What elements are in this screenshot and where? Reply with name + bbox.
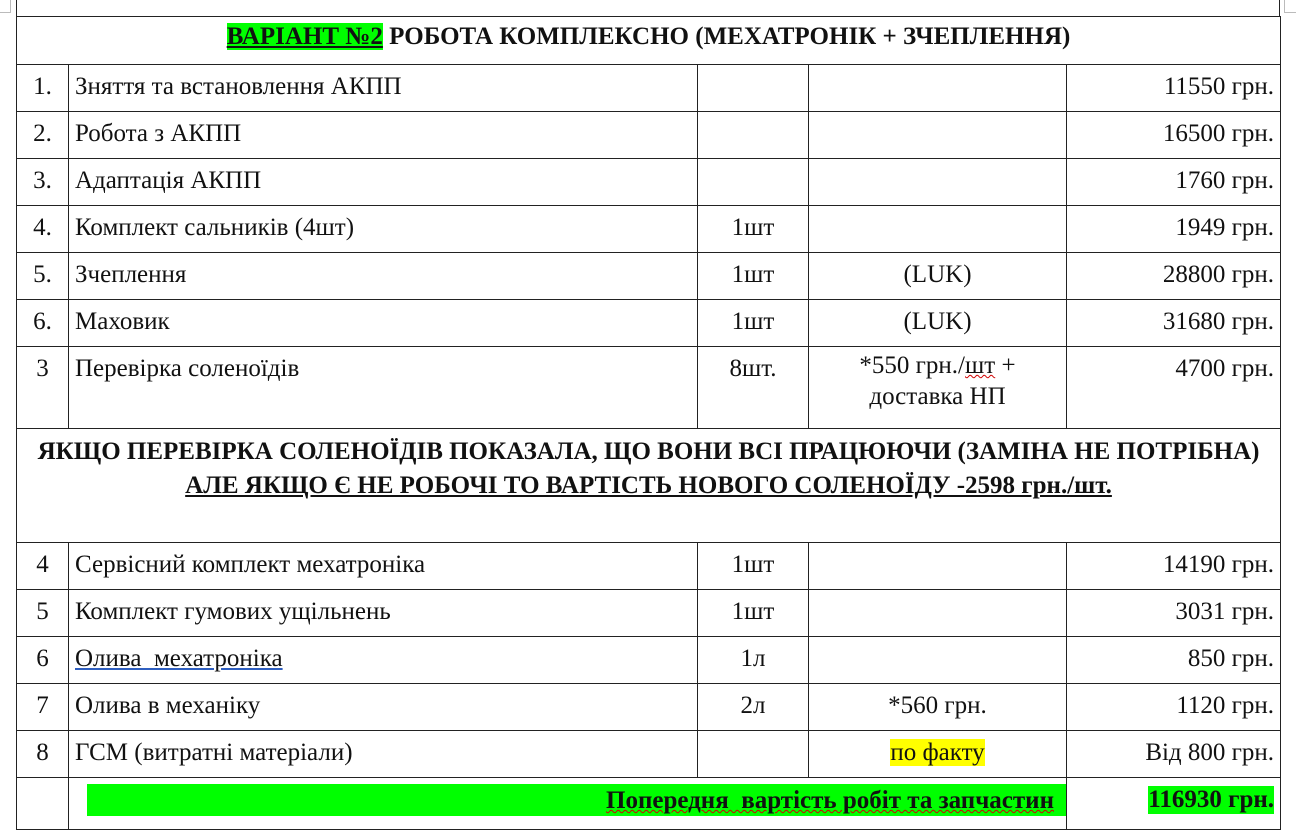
row-note <box>809 590 1067 637</box>
row-name: Робота з АКПП <box>69 112 698 159</box>
solenoid-price-per-unit: *550 грн./ <box>859 352 966 379</box>
row-price: 11550 грн. <box>1067 65 1281 112</box>
row-name: Комплект гумових ущільнень <box>69 590 698 637</box>
row-note <box>809 347 1067 429</box>
row-note <box>809 112 1067 159</box>
row-price: 3031 грн. <box>1067 590 1281 637</box>
row-price: 14190 грн. <box>1067 543 1281 590</box>
total-price: 116930 грн. <box>1148 786 1275 813</box>
table-row <box>17 65 1281 112</box>
table-row <box>17 112 1281 159</box>
margin-corner-left <box>0 0 11 13</box>
row-price: Від 800 грн. <box>1067 731 1281 778</box>
row-note <box>809 731 1067 778</box>
row-number: 5. <box>17 253 69 300</box>
row-number: 8 <box>17 731 69 778</box>
solenoid-delivery: доставка НП <box>869 383 1006 410</box>
row-qty: 1шт <box>698 543 809 590</box>
row-price: 850 грн. <box>1067 637 1281 684</box>
solenoid-notice <box>17 429 1281 543</box>
row-name: Зчеплення <box>69 253 698 300</box>
estimate-table <box>16 16 1281 830</box>
row-qty: 1л <box>698 637 809 684</box>
row-number: 6 <box>17 637 69 684</box>
margin-corner-right <box>1284 0 1296 13</box>
total-empty-cell <box>17 778 69 830</box>
table-row <box>17 300 1281 347</box>
by-fact-note: по факту <box>890 739 985 766</box>
table-row <box>17 590 1281 637</box>
row-qty: 8шт. <box>698 347 809 429</box>
table-row <box>17 206 1281 253</box>
row-number: 4. <box>17 206 69 253</box>
total-price-cell <box>1067 778 1281 830</box>
row-price: 1120 грн. <box>1067 684 1281 731</box>
row-price: 4700 грн. <box>1067 347 1281 429</box>
row-name: Перевірка соленоїдів <box>69 347 698 429</box>
row-price: 28800 грн. <box>1067 253 1281 300</box>
row-name: ГСМ (витратні матеріали) <box>69 731 698 778</box>
solenoid-plus: + <box>995 352 1016 379</box>
row-name: Олива в механіку <box>69 684 698 731</box>
table-row <box>17 253 1281 300</box>
row-price: 1949 грн. <box>1067 206 1281 253</box>
row-qty <box>698 65 809 112</box>
row-note: *560 грн. <box>809 684 1067 731</box>
row-note <box>809 206 1067 253</box>
oil-mechatronic-label: Олива мехатроніка <box>75 645 283 672</box>
table-row-solenoids <box>17 347 1281 429</box>
row-note <box>809 65 1067 112</box>
row-price: 16500 грн. <box>1067 112 1281 159</box>
total-label-cell <box>69 778 1067 830</box>
row-name: Зняття та встановлення АКПП <box>69 65 698 112</box>
row-number: 4 <box>17 543 69 590</box>
row-number: 1. <box>17 65 69 112</box>
row-name <box>69 637 698 684</box>
solenoid-unit: шт <box>965 352 996 379</box>
row-qty <box>698 112 809 159</box>
notice-row <box>17 429 1281 543</box>
row-price: 1760 грн. <box>1067 159 1281 206</box>
row-note <box>809 637 1067 684</box>
total-label <box>87 784 1066 816</box>
table-row <box>17 731 1281 778</box>
row-name: Адаптація АКПП <box>69 159 698 206</box>
row-name: Комплект сальників (4шт) <box>69 206 698 253</box>
row-number: 3. <box>17 159 69 206</box>
variant-title <box>17 17 1281 65</box>
row-number: 6. <box>17 300 69 347</box>
row-number: 2. <box>17 112 69 159</box>
row-number: 3 <box>17 347 69 429</box>
notice-plain-text: ЯКЩО ПЕРЕВІРКА СОЛЕНОЇДІВ ПОКАЗАЛА, ЩО ВОНИ ВСІ ПРАЦЮЮЧИ (ЗАМІНА НЕ ПОТРІБНА) <box>37 438 1260 465</box>
row-qty <box>698 159 809 206</box>
table-row <box>17 637 1281 684</box>
row-note <box>809 159 1067 206</box>
row-note: (LUK) <box>809 300 1067 347</box>
row-note: (LUK) <box>809 253 1067 300</box>
row-number: 5 <box>17 590 69 637</box>
variant-label: ВАРІАНТ №2 <box>226 23 383 50</box>
row-qty: 2л <box>698 684 809 731</box>
title-row <box>17 17 1281 65</box>
total-label-text: Попередня вартість робіт та запчастин <box>606 787 1054 814</box>
table-row <box>17 159 1281 206</box>
row-qty: 1шт <box>698 590 809 637</box>
total-row <box>17 778 1281 830</box>
row-price: 31680 грн. <box>1067 300 1281 347</box>
row-number: 7 <box>17 684 69 731</box>
row-qty: 1шт <box>698 253 809 300</box>
row-qty: 1шт <box>698 300 809 347</box>
variant-title-text: РОБОТА КОМПЛЕКСНО (МЕХАТРОНІК + ЗЧЕПЛЕННЯ) <box>382 23 1071 50</box>
row-qty <box>698 731 809 778</box>
row-note <box>809 543 1067 590</box>
table-row <box>17 684 1281 731</box>
table-row <box>17 543 1281 590</box>
row-name: Сервісний комплект мехатроніка <box>69 543 698 590</box>
previous-page-edge <box>16 0 1280 16</box>
row-qty: 1шт <box>698 206 809 253</box>
row-name: Маховик <box>69 300 698 347</box>
notice-underlined-text: АЛЕ ЯКЩО Є НЕ РОБОЧІ ТО ВАРТІСТЬ НОВОГО СОЛЕНОЇДУ -2598 грн./шт. <box>185 472 1112 499</box>
